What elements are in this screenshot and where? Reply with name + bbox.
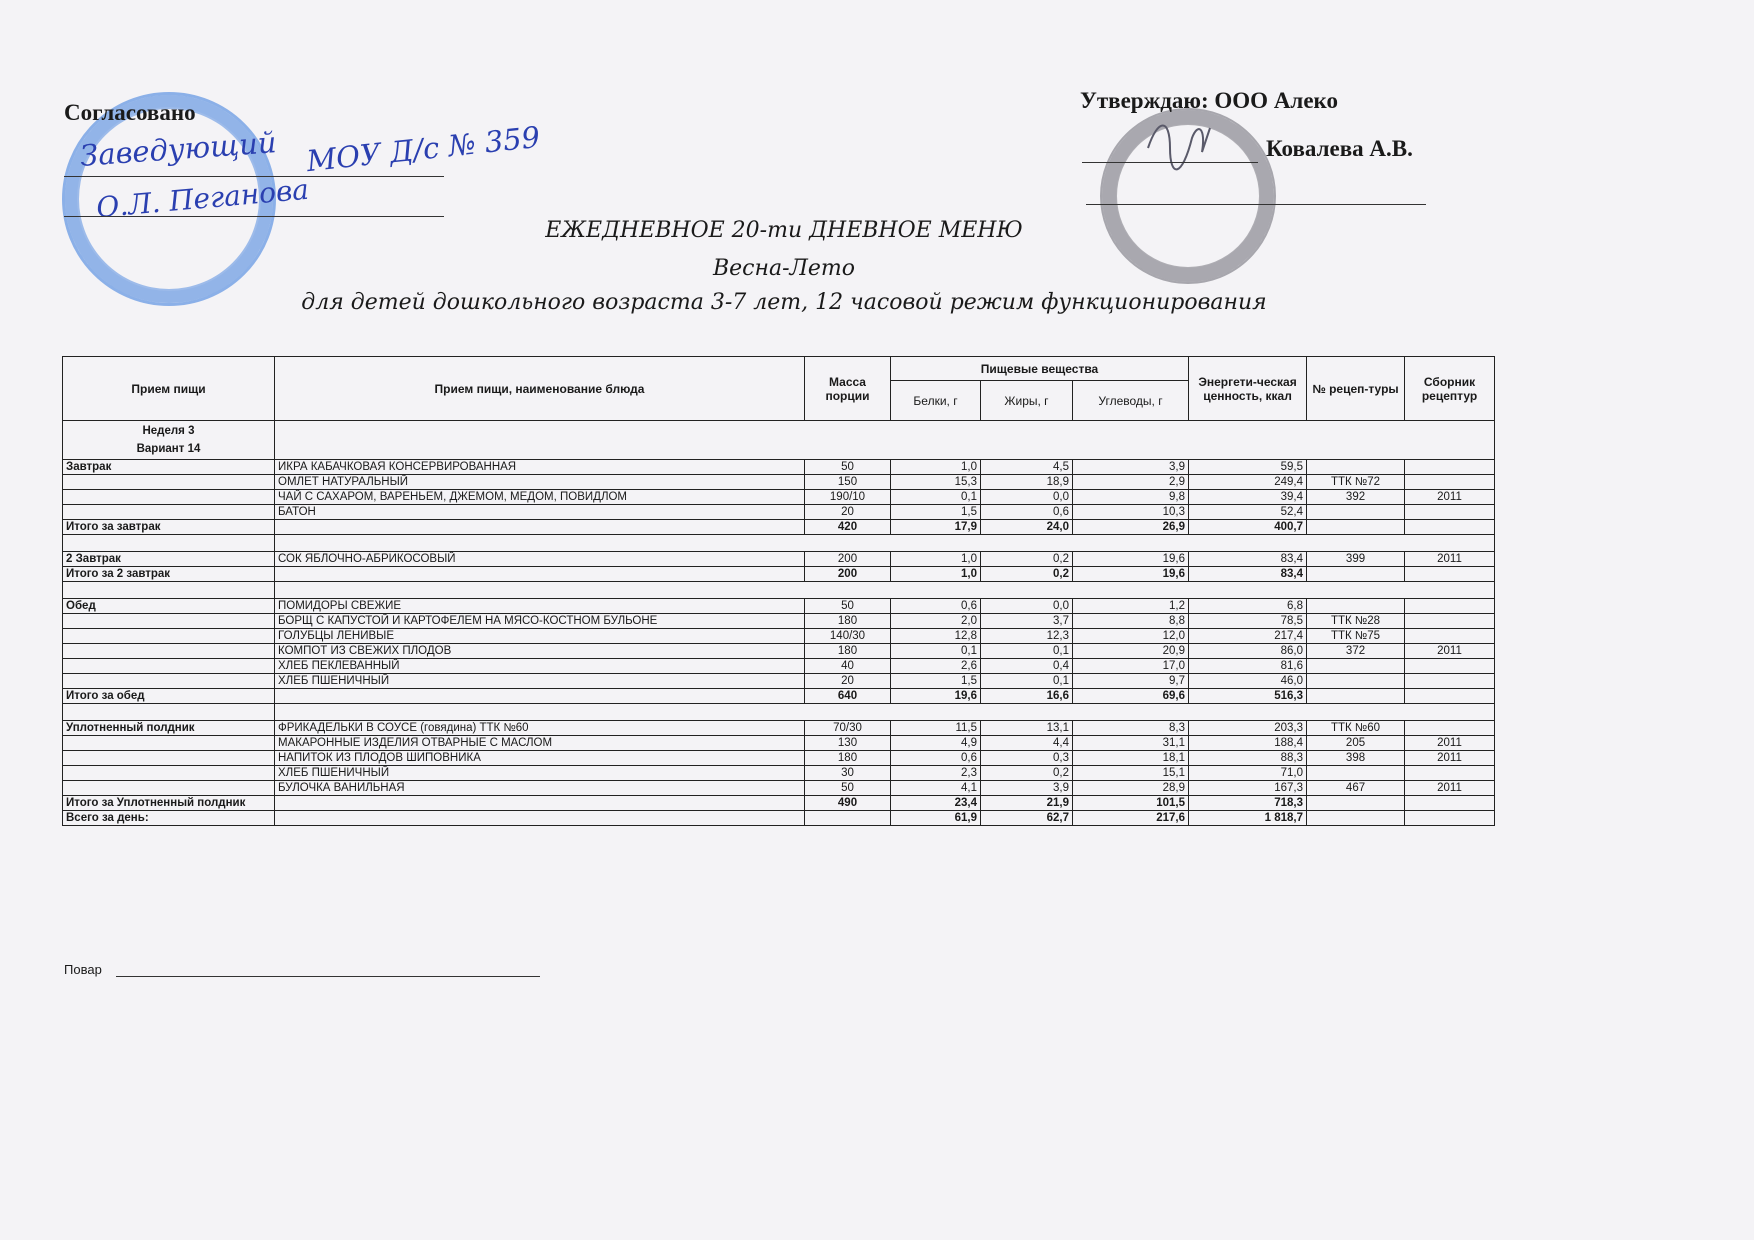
portion-mass: 30: [805, 766, 891, 781]
meal-label: 2 Завтрак: [63, 552, 275, 567]
recipe-collection: [1405, 721, 1495, 736]
total-fat: 0,2: [981, 567, 1073, 582]
dish-name: МАКАРОННЫЕ ИЗДЕЛИЯ ОТВАРНЫЕ С МАСЛОМ: [275, 736, 805, 751]
energy-value: 188,4: [1189, 736, 1307, 751]
signature-line: [116, 976, 540, 977]
protein-value: 2,6: [891, 659, 981, 674]
portion-mass: 130: [805, 736, 891, 751]
week-cell: [63, 421, 275, 460]
empty-cell: [275, 704, 1495, 721]
energy-value: 71,0: [1189, 766, 1307, 781]
portion-mass: 180: [805, 644, 891, 659]
dish-name: БУЛОЧКА ВАНИЛЬНАЯ: [275, 781, 805, 796]
spacer-row: [63, 535, 1495, 552]
fat-value: 0,1: [981, 674, 1073, 689]
empty-cell: [275, 796, 805, 811]
portion-mass: 70/30: [805, 721, 891, 736]
energy-value: 249,4: [1189, 475, 1307, 490]
meal-label: Обед: [63, 599, 275, 614]
table-row: [63, 629, 1495, 644]
empty-cell: [1405, 689, 1495, 704]
empty-cell: [1405, 796, 1495, 811]
total-label: Итого за обед: [63, 689, 275, 704]
table-row: [63, 475, 1495, 490]
dish-name: КОМПОТ ИЗ СВЕЖИХ ПЛОДОВ: [275, 644, 805, 659]
total-mass: 200: [805, 567, 891, 582]
total-row: [63, 567, 1495, 582]
protein-value: 2,0: [891, 614, 981, 629]
empty-cell: [1307, 689, 1405, 704]
carbs-value: 12,0: [1073, 629, 1189, 644]
col-header-mass: Масса порции: [805, 357, 891, 421]
day-total-carbs: 217,6: [1073, 811, 1189, 826]
empty-cell: [1307, 567, 1405, 582]
dish-name: ФРИКАДЕЛЬКИ В СОУСЕ (говядина) ТТК №60: [275, 721, 805, 736]
empty-cell: [275, 811, 805, 826]
carbs-value: 8,8: [1073, 614, 1189, 629]
total-mass: 640: [805, 689, 891, 704]
fat-value: 4,4: [981, 736, 1073, 751]
dish-name: ЧАЙ С САХАРОМ, ВАРЕНЬЕМ, ДЖЕМОМ, МЕДОМ, ПОВИДЛОМ: [275, 490, 805, 505]
total-label: Итого за завтрак: [63, 520, 275, 535]
table-row: [63, 659, 1495, 674]
portion-mass: 140/30: [805, 629, 891, 644]
portion-mass: 180: [805, 614, 891, 629]
portion-mass: 50: [805, 781, 891, 796]
day-total-protein: 61,9: [891, 811, 981, 826]
meal-cell: [63, 644, 275, 659]
recipe-collection: 2011: [1405, 736, 1495, 751]
dish-name: ХЛЕБ ПШЕНИЧНЫЙ: [275, 766, 805, 781]
recipe-collection: 2011: [1405, 644, 1495, 659]
table-row: [63, 460, 1495, 475]
protein-value: 1,0: [891, 552, 981, 567]
energy-value: 78,5: [1189, 614, 1307, 629]
protein-value: 4,1: [891, 781, 981, 796]
approver-name: Ковалева А.В.: [1266, 136, 1413, 161]
recipe-collection: 2011: [1405, 552, 1495, 567]
fat-value: 0,2: [981, 766, 1073, 781]
energy-value: 86,0: [1189, 644, 1307, 659]
carbs-value: 28,9: [1073, 781, 1189, 796]
total-fat: 21,9: [981, 796, 1073, 811]
fat-value: 4,5: [981, 460, 1073, 475]
portion-mass: 180: [805, 751, 891, 766]
meal-cell: [63, 751, 275, 766]
table-row: [63, 751, 1495, 766]
table-row: [63, 736, 1495, 751]
carbs-value: 20,9: [1073, 644, 1189, 659]
approve-heading: Утверждаю: ООО Алеко: [1080, 88, 1338, 113]
empty-cell: [275, 535, 1495, 552]
recipe-collection: 2011: [1405, 751, 1495, 766]
total-energy: 83,4: [1189, 567, 1307, 582]
carbs-value: 1,2: [1073, 599, 1189, 614]
carbs-value: 3,9: [1073, 460, 1189, 475]
energy-value: 46,0: [1189, 674, 1307, 689]
energy-value: 59,5: [1189, 460, 1307, 475]
energy-value: 83,4: [1189, 552, 1307, 567]
total-mass: 490: [805, 796, 891, 811]
dish-name: ИКРА КАБАЧКОВАЯ КОНСЕРВИРОВАННАЯ: [275, 460, 805, 475]
recipe-collection: 2011: [1405, 490, 1495, 505]
dish-name: НАПИТОК ИЗ ПЛОДОВ ШИПОВНИКА: [275, 751, 805, 766]
handwritten-name: О.Л. Пеганова: [94, 172, 311, 225]
empty-cell: [275, 421, 1495, 460]
energy-value: 167,3: [1189, 781, 1307, 796]
total-mass: 420: [805, 520, 891, 535]
table-row: [63, 505, 1495, 520]
portion-mass: 150: [805, 475, 891, 490]
protein-value: 4,9: [891, 736, 981, 751]
signature-line: [1082, 162, 1258, 163]
empty-cell: [1307, 811, 1405, 826]
total-protein: 23,4: [891, 796, 981, 811]
total-row: [63, 689, 1495, 704]
total-protein: 17,9: [891, 520, 981, 535]
protein-value: 0,6: [891, 751, 981, 766]
carbs-value: 18,1: [1073, 751, 1189, 766]
energy-value: 39,4: [1189, 490, 1307, 505]
fat-value: 0,1: [981, 644, 1073, 659]
carbs-value: 8,3: [1073, 721, 1189, 736]
energy-value: 217,4: [1189, 629, 1307, 644]
fat-value: 0,6: [981, 505, 1073, 520]
handwritten-org: МОУ Д/с № 359: [304, 119, 542, 179]
day-total-energy: 1 818,7: [1189, 811, 1307, 826]
fat-value: 18,9: [981, 475, 1073, 490]
energy-value: 88,3: [1189, 751, 1307, 766]
document-title: ЕЖЕДНЕВНОЕ 20-ти ДНЕВНОЕ МЕНЮ: [545, 218, 1023, 243]
recipe-number: [1307, 674, 1405, 689]
protein-value: 15,3: [891, 475, 981, 490]
empty-cell: [275, 567, 805, 582]
fat-value: 0,0: [981, 490, 1073, 505]
col-header-fat: Жиры, г: [981, 381, 1073, 421]
col-header-dish: Прием пищи, наименование блюда: [275, 357, 805, 421]
table-row: [63, 674, 1495, 689]
spacer-row: [63, 582, 1495, 599]
portion-mass: 190/10: [805, 490, 891, 505]
empty-cell: [1307, 520, 1405, 535]
energy-value: 6,8: [1189, 599, 1307, 614]
recipe-number: 392: [1307, 490, 1405, 505]
col-header-collection: Сборник рецептур: [1405, 357, 1495, 421]
empty-cell: [1307, 796, 1405, 811]
meal-cell: [63, 475, 275, 490]
protein-value: 0,1: [891, 644, 981, 659]
carbs-value: 17,0: [1073, 659, 1189, 674]
protein-value: 12,8: [891, 629, 981, 644]
empty-cell: [805, 811, 891, 826]
meal-cell: [63, 659, 275, 674]
fat-value: 0,4: [981, 659, 1073, 674]
recipe-number: ТТК №28: [1307, 614, 1405, 629]
carbs-value: 9,7: [1073, 674, 1189, 689]
fat-value: 13,1: [981, 721, 1073, 736]
recipe-collection: [1405, 629, 1495, 644]
total-fat: 16,6: [981, 689, 1073, 704]
dish-name: БОРЩ С КАПУСТОЙ И КАРТОФЕЛЕМ НА МЯСО-КОСТНОМ БУЛЬОНЕ: [275, 614, 805, 629]
variant-label: Вариант 14: [136, 443, 201, 455]
meal-cell: [63, 490, 275, 505]
col-header-nutrients: Пищевые вещества: [891, 357, 1189, 381]
day-total-row: [63, 811, 1495, 826]
col-header-energy: Энергети-ческая ценность, ккал: [1189, 357, 1307, 421]
total-protein: 19,6: [891, 689, 981, 704]
recipe-collection: [1405, 659, 1495, 674]
agreed-heading: Согласовано: [64, 100, 196, 125]
portion-mass: 40: [805, 659, 891, 674]
dish-name: ОМЛЕТ НАТУРАЛЬНЫЙ: [275, 475, 805, 490]
total-carbs: 69,6: [1073, 689, 1189, 704]
meal-cell: [63, 766, 275, 781]
total-protein: 1,0: [891, 567, 981, 582]
recipe-number: [1307, 505, 1405, 520]
total-label: Итого за Уплотненный полдник: [63, 796, 275, 811]
table-row: [63, 721, 1495, 736]
signature-line: [64, 216, 444, 217]
recipe-number: 398: [1307, 751, 1405, 766]
recipe-collection: [1405, 505, 1495, 520]
fat-value: 0,3: [981, 751, 1073, 766]
recipe-collection: 2011: [1405, 781, 1495, 796]
dish-name: ГОЛУБЦЫ ЛЕНИВЫЕ: [275, 629, 805, 644]
fat-value: 0,2: [981, 552, 1073, 567]
carbs-value: 15,1: [1073, 766, 1189, 781]
meal-cell: [63, 781, 275, 796]
table-row: [63, 614, 1495, 629]
protein-value: 0,1: [891, 490, 981, 505]
recipe-collection: [1405, 475, 1495, 490]
meal-cell: [63, 674, 275, 689]
recipe-number: [1307, 460, 1405, 475]
portion-mass: 20: [805, 505, 891, 520]
empty-cell: [63, 582, 275, 599]
portion-mass: 50: [805, 460, 891, 475]
protein-value: 2,3: [891, 766, 981, 781]
total-row: [63, 796, 1495, 811]
col-header-carbs: Углеводы, г: [1073, 381, 1189, 421]
meal-cell: [63, 629, 275, 644]
dish-name: БАТОН: [275, 505, 805, 520]
table-row: [63, 644, 1495, 659]
recipe-number: ТТК №72: [1307, 475, 1405, 490]
recipe-collection: [1405, 460, 1495, 475]
table-row: [63, 490, 1495, 505]
fat-value: 12,3: [981, 629, 1073, 644]
week-label: Неделя 3: [142, 425, 195, 437]
cook-label: Повар: [64, 962, 102, 977]
table-row: [63, 599, 1495, 614]
carbs-value: 10,3: [1073, 505, 1189, 520]
season-subtitle: Весна-Лето: [712, 256, 856, 281]
recipe-number: [1307, 659, 1405, 674]
day-total-label: Всего за день:: [63, 811, 275, 826]
total-row: [63, 520, 1495, 535]
signature-icon: [1140, 108, 1220, 188]
total-label: Итого за 2 завтрак: [63, 567, 275, 582]
dish-name: ПОМИДОРЫ СВЕЖИЕ: [275, 599, 805, 614]
total-energy: 400,7: [1189, 520, 1307, 535]
total-fat: 24,0: [981, 520, 1073, 535]
col-header-protein: Белки, г: [891, 381, 981, 421]
spacer-row: [63, 704, 1495, 721]
recipe-collection: [1405, 614, 1495, 629]
empty-cell: [275, 689, 805, 704]
energy-value: 81,6: [1189, 659, 1307, 674]
empty-cell: [275, 582, 1495, 599]
recipe-number: [1307, 599, 1405, 614]
meal-cell: [63, 614, 275, 629]
recipe-number: 467: [1307, 781, 1405, 796]
recipe-collection: [1405, 599, 1495, 614]
empty-cell: [1405, 811, 1495, 826]
audience-subtitle: для детей дошкольного возраста 3-7 лет, 12 часовой режим функционирования: [301, 290, 1267, 315]
recipe-number: 372: [1307, 644, 1405, 659]
meal-cell: [63, 505, 275, 520]
energy-value: 203,3: [1189, 721, 1307, 736]
fat-value: 3,9: [981, 781, 1073, 796]
table-row: [63, 766, 1495, 781]
protein-value: 1,5: [891, 505, 981, 520]
protein-value: 0,6: [891, 599, 981, 614]
signature-line: [1086, 204, 1426, 205]
empty-cell: [1405, 567, 1495, 582]
recipe-collection: [1405, 674, 1495, 689]
total-carbs: 26,9: [1073, 520, 1189, 535]
recipe-number: ТТК №75: [1307, 629, 1405, 644]
total-carbs: 101,5: [1073, 796, 1189, 811]
recipe-number: [1307, 766, 1405, 781]
portion-mass: 20: [805, 674, 891, 689]
recipe-number: 399: [1307, 552, 1405, 567]
total-carbs: 19,6: [1073, 567, 1189, 582]
dish-name: ХЛЕБ ПШЕНИЧНЫЙ: [275, 674, 805, 689]
protein-value: 1,0: [891, 460, 981, 475]
col-header-meal: Прием пищи: [63, 357, 275, 421]
handwritten-position: Заведующий: [79, 125, 278, 173]
total-energy: 718,3: [1189, 796, 1307, 811]
portion-mass: 50: [805, 599, 891, 614]
table-row: [63, 781, 1495, 796]
protein-value: 1,5: [891, 674, 981, 689]
recipe-number: 205: [1307, 736, 1405, 751]
menu-table: [62, 356, 1495, 826]
meal-label: Завтрак: [63, 460, 275, 475]
empty-cell: [1405, 520, 1495, 535]
empty-cell: [63, 535, 275, 552]
col-header-recipe: № рецеп-туры: [1307, 357, 1405, 421]
dish-name: СОК ЯБЛОЧНО-АБРИКОСОВЫЙ: [275, 552, 805, 567]
recipe-number: ТТК №60: [1307, 721, 1405, 736]
carbs-value: 31,1: [1073, 736, 1189, 751]
meal-label: Уплотненный полдник: [63, 721, 275, 736]
fat-value: 3,7: [981, 614, 1073, 629]
fat-value: 0,0: [981, 599, 1073, 614]
empty-cell: [63, 704, 275, 721]
energy-value: 52,4: [1189, 505, 1307, 520]
empty-cell: [275, 520, 805, 535]
day-total-fat: 62,7: [981, 811, 1073, 826]
portion-mass: 200: [805, 552, 891, 567]
recipe-collection: [1405, 766, 1495, 781]
meal-cell: [63, 736, 275, 751]
table-row: [63, 552, 1495, 567]
protein-value: 11,5: [891, 721, 981, 736]
carbs-value: 2,9: [1073, 475, 1189, 490]
carbs-value: 9,8: [1073, 490, 1189, 505]
carbs-value: 19,6: [1073, 552, 1189, 567]
dish-name: ХЛЕБ ПЕКЛЕВАННЫЙ: [275, 659, 805, 674]
total-energy: 516,3: [1189, 689, 1307, 704]
